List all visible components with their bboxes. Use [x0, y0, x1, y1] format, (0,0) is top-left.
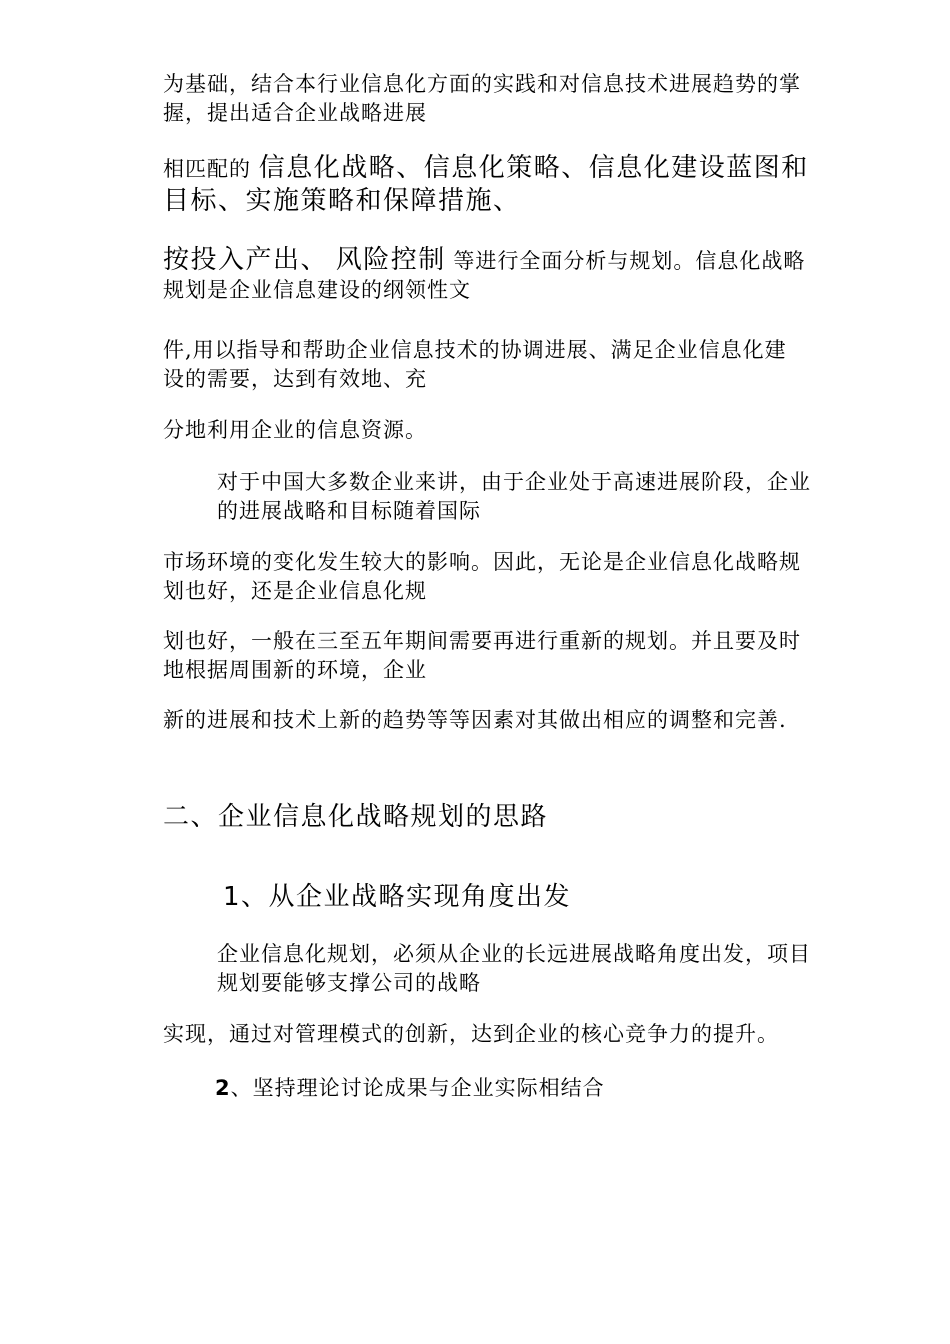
paragraph-3-line-2: 规划是企业信息建设的纲领性文 [163, 278, 471, 302]
subsection-2-title: 、坚持理论讨论成果与企业实际相结合 [230, 1076, 605, 1100]
paragraph-1 [163, 70, 801, 128]
paragraph-7-line-2: 划也好，还是企业信息化规 [163, 579, 427, 603]
paragraph-6-line-2: 的进展战略和目标随着国际 [217, 499, 481, 523]
subsection-1-heading [223, 880, 571, 914]
paragraph-1-line-1: 为基础，结合本行业信息化方面的实践和对信息技术进展趋势的掌 [163, 72, 801, 96]
paragraph-11-line-1: 实现，通过对管理模式的创新，达到企业的核心竞争力的提升。 [163, 1022, 779, 1046]
paragraph-11 [163, 1020, 779, 1049]
paragraph-8 [163, 627, 801, 685]
paragraph-6-line-1: 对于中国大多数企业来讲，由于企业处于高速进展阶段，企业 [217, 470, 811, 494]
paragraph-6 [217, 468, 811, 526]
paragraph-4 [163, 336, 787, 394]
paragraph-9 [163, 706, 787, 735]
paragraph-1-line-2: 握，提出适合企业战略进展 [163, 101, 427, 125]
paragraph-10-line-1: 企业信息化规划，必须从企业的长远进展战略角度出发，项目 [217, 942, 811, 966]
paragraph-8-line-2: 地根据周围新的环境，企业 [163, 658, 427, 682]
subsection-2-number: 2 [215, 1076, 231, 1100]
paragraph-2-line-1 [163, 152, 809, 185]
paragraph-7-line-1: 市场环境的变化发生较大的影响。因此，无论是企业信息化战略规 [163, 550, 801, 574]
paragraph-2-emphasis-1: 信息化战略、信息化策略、信息化建设蓝图和 [258, 153, 809, 183]
paragraph-2 [163, 152, 809, 217]
paragraph-3-line-1 [163, 246, 805, 276]
subsection-2-heading [215, 1074, 605, 1103]
subsection-1-number: 1 [223, 882, 242, 912]
paragraph-2-emphasis-2: 目标、实施策略和保障措施、 [163, 186, 521, 216]
paragraph-8-line-1: 划也好，一般在三至五年期间需要再进行重新的规划。并且要及时 [163, 629, 801, 653]
paragraph-3-emphasis-b: 风险控制 [335, 245, 446, 275]
paragraph-3 [163, 246, 805, 305]
section-2-heading: 二、企业信息化战略规划的思路 [163, 802, 549, 832]
paragraph-3-emphasis-a: 按投入产出、 [163, 245, 329, 275]
paragraph-4-line-1: 件,用以指导和帮助企业信息技术的协调进展、满足企业信息化建 [163, 338, 787, 362]
paragraph-5 [163, 416, 427, 445]
paragraph-9-line-1: 新的进展和技术上新的趋势等等因素对其做出相应的调整和完善. [163, 708, 787, 732]
paragraph-3-rest: 等进行全面分析与规划。信息化战略 [453, 249, 806, 273]
paragraph-7 [163, 548, 801, 606]
paragraph-10 [217, 940, 811, 998]
paragraph-10-line-2: 规划要能够支撑公司的战略 [217, 971, 481, 995]
paragraph-4-line-2: 设的需要，达到有效地、充 [163, 367, 427, 391]
subsection-2-line [215, 1074, 605, 1103]
subsection-1-title: 、从企业战略实现角度出发 [241, 882, 572, 912]
paragraph-2-lead: 相匹配的 [163, 157, 251, 181]
paragraph-5-line-1: 分地利用企业的信息资源。 [163, 418, 427, 442]
